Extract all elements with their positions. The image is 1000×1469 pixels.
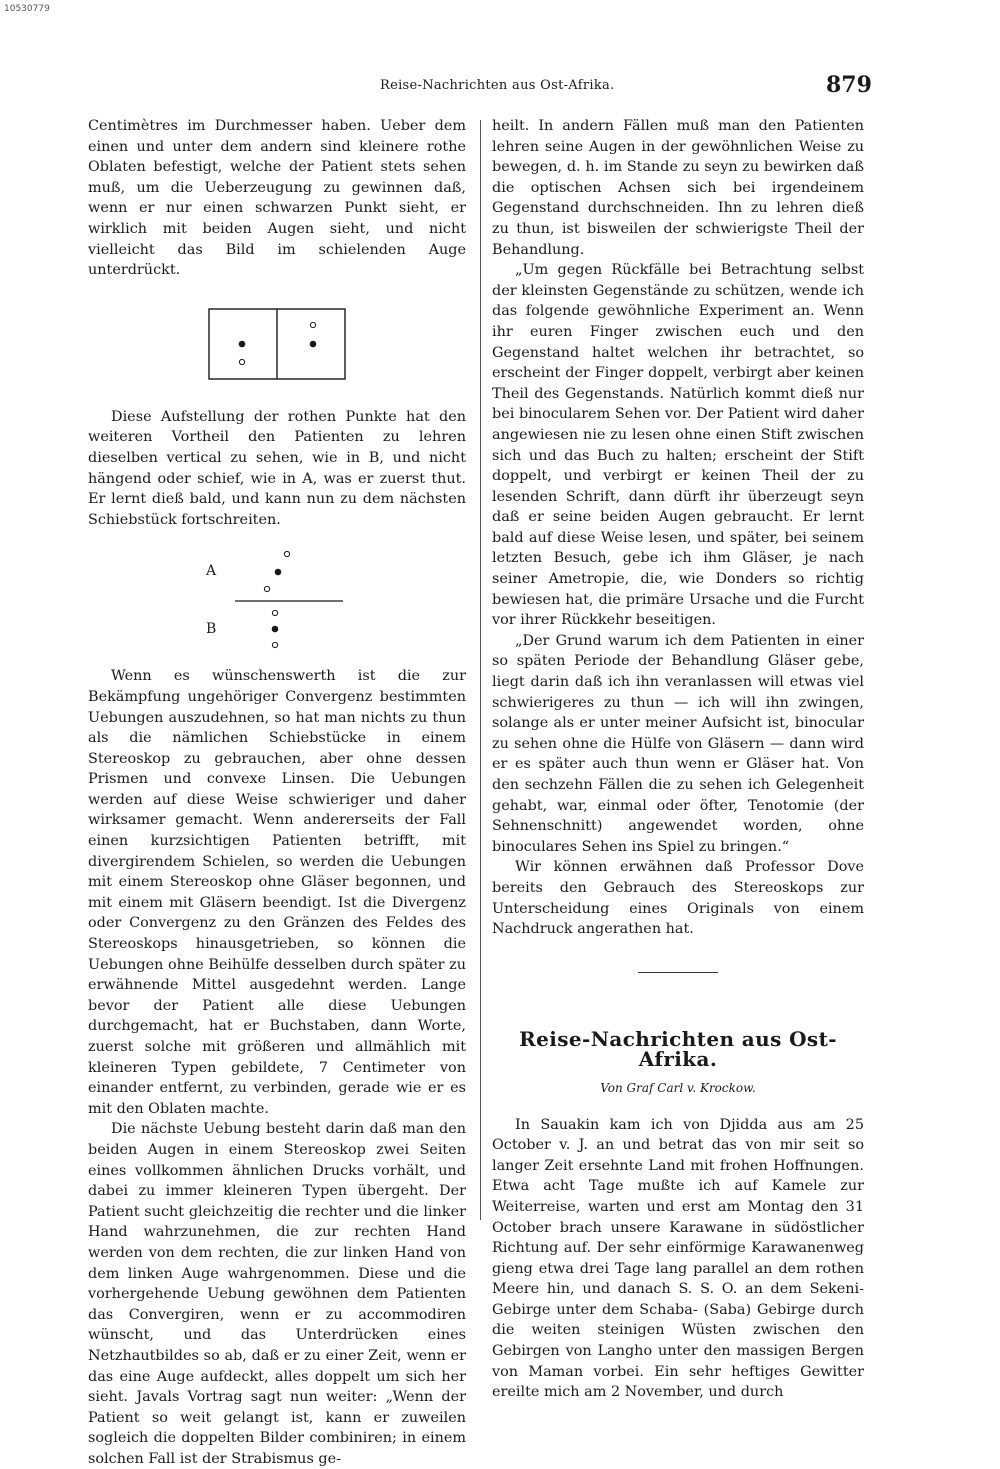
paragraph: Wir können erwähnen daß Professor Dove bereits den Gebrauch des Stereoskops zur Unterscheidung eines Originals von einem Nachdruck angerathen hat. — [492, 859, 864, 938]
figure-label-a: A — [206, 563, 217, 580]
running-head: Reise-Nachrichten aus Ost-Afrika. — [380, 78, 615, 93]
paragraph: Diese Aufstellung der rothen Punkte hat den weiteren Vortheil den Patienten zu lehren dieselben vertical zu sehen, wie in B, und nicht hängend oder schief, wie in A, was er zuerst thut. Er lernt dieß bald, und kann nun zu dem nächsten Schiebstück fortschreiten. — [88, 408, 466, 528]
black-dot-left — [239, 340, 246, 347]
paragraph: Centimètres im Durchmesser haben. Ueber dem einen und unter dem andern sind kleinere rothe Oblaten befestigt, welche der Patient stets sehen muß, um die Ueberzeugung zu gewinnen daß, wenn er nur einen schwarzen Punkt sieht, er wirklich mit beiden Augen sieht, und nicht vielleicht das Bild im schielenden Auge unterdrückt. — [88, 118, 466, 279]
red-wafer-left — [239, 359, 244, 364]
article-byline: Von Graf Carl v. Krockow. — [600, 1080, 756, 1095]
left-column — [88, 116, 466, 1469]
figure-dot-alignment — [88, 542, 466, 654]
black-dot-right — [310, 340, 317, 347]
article-title: Reise-Nachrichten aus Ost-Afrika. — [519, 1026, 837, 1072]
paragraph: Wenn es wünschenswerth ist die zur Bekämpfung ungehöriger Convergenz bestimmten Uebungen auszudehnen, so hat man nichts zu thun als die nämlichen Schiebstücke in einem Stereoskop zu gebrauchen, aber ohne dessen Prismen und convexe Linsen. Die Uebungen werden auf diese Weise schwieriger und daher wirksamer gemacht. Wenn andererseits der Fall einen kurzsichtigen Patienten betrifft, mit divergirendem Schielen, so werden die Uebungen mit einem Stereoskop ohne Gläser begonnen, und mit einem mit Gläsern beendigt. Ist die Divergenz oder Convergenz zu den Gränzen des Feldes des Stereoskops hinausgetrieben, so können die Uebungen ohne Beihülfe desselben durch später zu erwähnende Mittel ausgedehnt werden. Lange bevor der Patient alle diese Uebungen durchgemacht, hat er Buchstaben, dann Worte, zuerst solche mit größeren und allmählich mit kleineren Typen gebildete, 7 Centimeter von einander entfernt, zu verbinden, gerade wie er es mit den Oblaten machte. — [88, 668, 466, 1117]
section-divider — [638, 972, 718, 973]
b-wafer-top — [272, 611, 277, 616]
column-rule — [480, 120, 481, 1220]
b-black-dot — [272, 626, 279, 633]
paragraph: Die nächste Uebung besteht darin daß man den beiden Augen in einem Stereoskop zwei Seiten eines vollkommen ähnlichen Drucks vorhält, und dabei zu immer kleineren Typen übergeht. Der Patient sucht gleichzeitig die rechter und die linker Hand wahrzunehmen, die zur rechten Hand werden von dem rechten, die zur linken Hand von dem linken Auge wahrgenommen. Diese und die vorhergehende Uebung gewöhnen dem Patienten das Convergiren, wenn er zu accommodiren wünscht, und das Unterdrücken eines Netzhautbildes so ab, daß er zu einer Zeit, wenn er das eine Auge aufdeckt, alles doppelt um sich her sieht. Javals Vortrag sagt nun weiter: „Wenn der Patient so weit gelangt ist, kann er zuweilen sogleich die doppelten Bilder combiniren; in einem solchen Fall ist der Strabismus ge- — [88, 1121, 466, 1467]
paragraph: „Der Grund warum ich dem Patienten in einer so späten Periode der Behandlung Gläser gebe, liegt darin daß ich ihn veranlassen will etwas viel schwierigeres zu thun — ich will ihn zwingen, solange als er unter meiner Aufsicht ist, binocular zu sehen ohne die Hülfe von Gläsern — dann wird er es später auch thun wenn er Gläser hat. Von den sechzehn Fällen die zu sehen ich Gelegenheit gehabt, war, einmal oder öfter, Tenotomie (der Sehnenschnitt) angewendet worden, ohne binoculares Sehen ins Spiel zu bringen.“ — [492, 632, 864, 855]
red-wafer-right — [310, 322, 315, 327]
paragraph: In Sauakin kam ich von Djidda aus am 25 October v. J. an und betrat das von mir seit so langer Zeit ersehnte Land mit frohen Hoffnungen. Etwa acht Tage mußte ich auf Kamele zur Weiterreise, warten und erst am Montag den 31 October brach unsere Karawane in südöstlicher Richtung auf. Der sehr einförmige Karawanenweg gieng etwa drei Tage lang parallel an dem rothen Meere hin, und danach S. S. O. an dem Sekeni-Gebirge unter dem Schaba- (Saba) Gebirge durch die weiten steinigen Wüsten zwischen den Gebirgen von Langho unter den massigen Bergen von Maman vorbei. Ein sehr heftiges Gewitter ereilte mich am 2 November, und durch — [492, 1116, 864, 1401]
figure-label-b: B — [206, 621, 217, 638]
right-column — [492, 116, 864, 1403]
page-number: 879 — [826, 72, 872, 98]
archive-stamp: 10530779 — [4, 4, 50, 14]
a-black-dot — [275, 569, 282, 576]
b-wafer-bottom — [272, 643, 277, 648]
paragraph: „Um gegen Rückfälle bei Betrachtung selbst der kleinsten Gegenstände zu schützen, wende ich das folgende gewöhnliche Experiment an. Wenn ihr euren Finger zwischen euch und den Gegenstand haltet welchen ihr betrachtet, so erscheint der Finger doppelt, verbirgt aber keinen Theil des Gegenstands. Natürlich kommt dieß nur bei binocularem Sehen vor. Der Patient wird daher angewiesen nie zu lesen ohne einen Stift zwischen sich und das Buch zu halten; erscheint der Stift doppelt, und verbirgt er keinen Theil der zu lesenden Schrift, dann dürft ihr überzeugt seyn daß er seine beiden Augen gebraucht. Er lernt bald auf diese Weise lesen, und später, bei seinem letzten Besuch, gebe ich ihm Gläser, je nach seiner Ametropie, die, wie Donders so richtig bewiesen hat, die primäre Ursache und die Furcht vor ihrer Rückkehr beseitigen. — [492, 262, 864, 629]
a-wafer-bottom — [264, 587, 269, 592]
paragraph: heilt. In andern Fällen muß man den Patienten lehren seine Augen in der gewöhnlichen Weise zu bewegen, d. h. im Stande zu seyn zu bewirken daß die optischen Achsen sich bei irgendeinem Gegenstand durchschneiden. Ihn zu lehren dieß zu thun, ist bisweilen der schwierigste Theil der Behandlung. — [492, 118, 864, 258]
figure-oblaten-card — [88, 301, 466, 393]
a-wafer-top — [284, 552, 289, 557]
